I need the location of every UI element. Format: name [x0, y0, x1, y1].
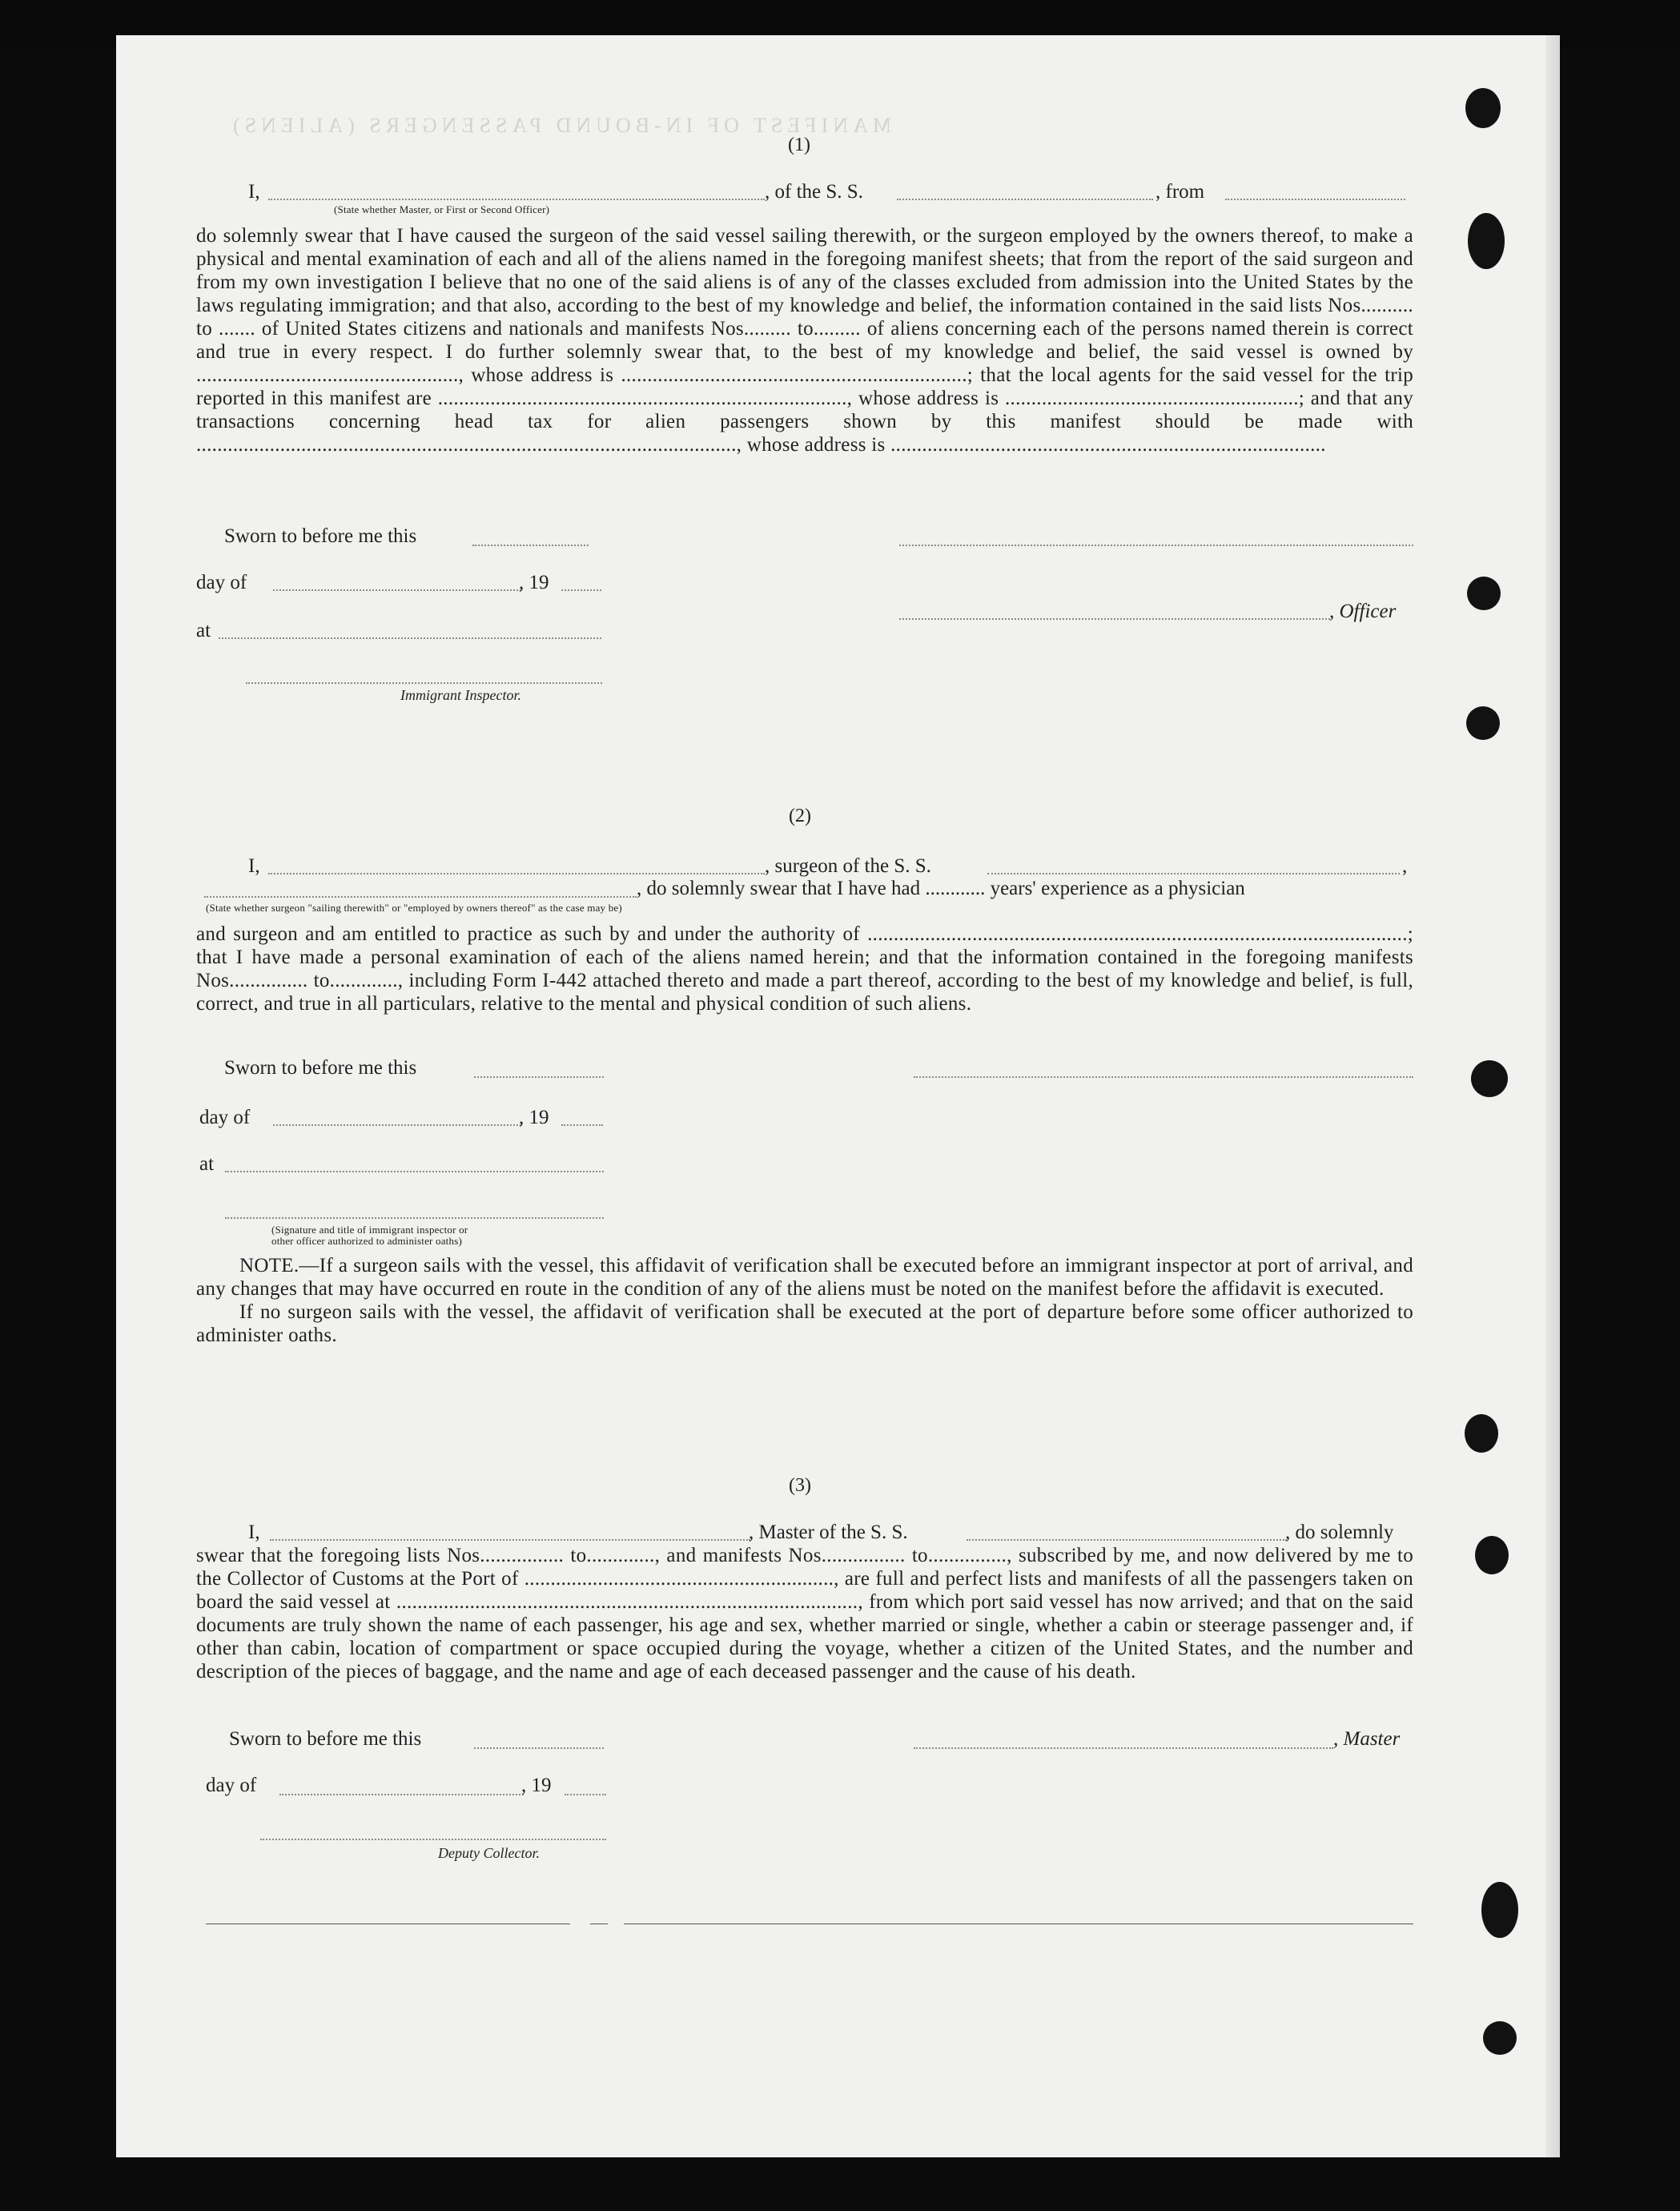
page-edge-shadow: [1545, 35, 1560, 2157]
s3-master-label: , Master: [1333, 1728, 1401, 1750]
s1-body-block: [196, 224, 1413, 456]
s2-note-block: [196, 1254, 1413, 1347]
s2-note-body: —If a surgeon sails with the vessel, this affidavit of verification shall be executed before an immigrant inspector at port of arrival, and any changes that may have occurred en route in the condition of any of the aliens must be noted on the manifest before the affidavit is executed.: [196, 1255, 1413, 1300]
s2-vessel-field[interactable]: [987, 873, 1400, 874]
punch-hole-icon: [1466, 706, 1500, 740]
s2-sig-note-2: other officer authorized to administer oaths): [271, 1235, 462, 1247]
s3-sworn: Sworn to before me this: [229, 1728, 422, 1750]
s2-day-field[interactable]: [273, 1124, 521, 1126]
s2-note-paragraph: [196, 1254, 1413, 1300]
s3-vessel-field[interactable]: [967, 1539, 1287, 1541]
s1-inspector-line[interactable]: [246, 682, 602, 684]
punch-hole-icon: [1465, 88, 1501, 128]
bleed-through-text: MANIFEST OF IN-BOUND PASSENGERS (ALIENS): [228, 114, 891, 137]
s1-inspector-label: Immigrant Inspector.: [400, 687, 521, 703]
s2-sworn: Sworn to before me this: [224, 1057, 417, 1079]
s2-day-of: day of: [199, 1107, 251, 1128]
punch-hole-icon: [1467, 577, 1501, 610]
s3-body-block: [196, 1544, 1413, 1683]
s3-day-field[interactable]: [279, 1794, 524, 1795]
section-1-number: (1): [788, 135, 810, 155]
s1-sworn-field[interactable]: [472, 545, 589, 546]
section-2-number: (2): [789, 806, 811, 826]
s2-surgeon-name-field[interactable]: [268, 873, 765, 874]
section-3-number: (3): [789, 1475, 811, 1496]
s1-line1-from: , from: [1156, 181, 1205, 203]
s1-from-field[interactable]: [1225, 199, 1405, 200]
s3-sworn-field[interactable]: [474, 1747, 604, 1749]
s2-sig-note-1: (Signature and title of immigrant inspector or: [271, 1224, 468, 1236]
punch-hole-icon: [1481, 1882, 1518, 1938]
s3-master-name-field[interactable]: [270, 1539, 750, 1541]
s2-line2: , do solemnly swear that I have had ............ years' experience as a physician: [637, 878, 1245, 899]
s1-year: , 19: [519, 572, 549, 593]
s1-officer-line[interactable]: [899, 618, 1330, 620]
punch-hole-icon: [1465, 1414, 1498, 1453]
s2-line1-start: I,: [248, 855, 260, 877]
s2-at: at: [199, 1153, 215, 1175]
s1-line1-vessel: , of the S. S.: [765, 181, 863, 203]
punch-hole-icon: [1475, 1536, 1509, 1574]
s1-officer-label: , Officer: [1329, 601, 1397, 622]
s1-sworn: Sworn to before me this: [224, 525, 417, 547]
s1-line1-start: I,: [248, 181, 260, 203]
s2-note-label: NOTE.: [239, 1255, 299, 1276]
s1-year-field[interactable]: [561, 589, 601, 591]
s1-day-of: day of: [196, 572, 247, 593]
s1-note: (State whether Master, or First or Second Officer): [334, 203, 550, 215]
s1-signature-line[interactable]: [899, 545, 1413, 546]
s3-collector-line[interactable]: [260, 1839, 606, 1840]
s1-vessel-field[interactable]: [897, 199, 1153, 200]
s2-sailing-field[interactable]: [204, 896, 637, 898]
s2-note-body-2: If no surgeon sails with the vessel, the affidavit of verification shall be executed at the port of departure before some officer authorized to administer oaths.: [196, 1301, 1413, 1346]
s2-body: and surgeon and am entitled to practice as such by and under the authority of .......................................................................................................; that I have made a personal examination of each of the aliens named herein; and that the information contained in the foregoing manifests Nos............... to............., including Form I-442 attached thereto and made a part thereof, according to the best of my knowledge and belief, is full, correct, and true in all particulars, relative to the mental and physical condition of such aliens.: [196, 923, 1413, 1015]
s3-body: swear that the foregoing lists Nos................ to............., and manifests Nos................ to..............., subscribed by me, and now delivered by me to the Collector of Customs at the Port of ..........................................................., are full and perfect lists and manifests of all the passengers taken on board the said vessel at ........................................................................................, from which port said vessel has now arrived; and that on the said documents are truly shown the name of each passenger, his age and sex, whether married or single, whether a cabin or steerage passenger and, if other than cabin, location of compartment or space occupied during the voyage, whether a citizen of the United States, and the number and description of the pieces of baggage, and the name and age of each deceased passenger and the cause of his death.: [196, 1545, 1413, 1682]
s1-body: do solemnly swear that I have caused the surgeon of the said vessel sailing therewith, or the surgeon employed by the owners thereof, to make a physical and mental examination of each and all of the aliens named in the foregoing manifest sheets; that from the report of the said surgeon and from my own investigation I believe that no one of the said aliens is of any of the classes excluded from admission into the United States by the laws regulating immigration; and that also, according to the best of my knowledge and belief, the information contained in the said lists Nos.......... to ....... of United States citizens and nationals and manifests Nos......... to......... of aliens concerning each of the persons named therein is correct and true in every respect. I do further solemnly swear that, to the best of my knowledge and belief, the said vessel is owned by .................................................., whose address is ..................................................................; that the local agents for the said vessel for the trip reported in this manifest are .............................................................................., whose address is ........................................................; and that any transactions concerning head tax for alien passengers shown by this manifest should be made with ......................................................................................................., whose address is ...................................................................................: [196, 225, 1413, 456]
s1-at: at: [196, 620, 211, 641]
s3-line1-master: , Master of the S. S.: [749, 1522, 908, 1543]
s3-day-of: day of: [206, 1775, 257, 1796]
manifest-page: [116, 35, 1560, 2157]
s1-officer-field[interactable]: [268, 199, 765, 200]
s2-year: , 19: [519, 1107, 549, 1128]
s2-year-field[interactable]: [561, 1124, 603, 1126]
s2-signature-inspector-line[interactable]: [225, 1217, 604, 1219]
s2-comma: ,: [1402, 855, 1408, 877]
s2-sworn-field[interactable]: [474, 1076, 604, 1078]
s3-line1-end: , do solemnly: [1285, 1522, 1394, 1543]
s3-year-field[interactable]: [565, 1794, 606, 1795]
s2-line1-surgeon: , surgeon of the S. S.: [765, 855, 931, 877]
punch-hole-icon: [1471, 1060, 1508, 1097]
s1-day-field[interactable]: [273, 589, 521, 591]
s2-signature-line[interactable]: [914, 1076, 1413, 1078]
punch-hole-icon: [1468, 213, 1505, 269]
s2-body-block: [196, 923, 1413, 1015]
punch-hole-icon: [1483, 2021, 1517, 2055]
s2-note: (State whether surgeon "sailing therewith" or "employed by owners thereof" as the case may be): [206, 902, 622, 914]
s3-signature-line[interactable]: [914, 1747, 1333, 1749]
s3-year: , 19: [521, 1775, 552, 1796]
s3-collector-label: Deputy Collector.: [438, 1845, 540, 1861]
s1-at-field[interactable]: [219, 637, 601, 639]
s2-at-field[interactable]: [225, 1171, 604, 1172]
s3-line1-start: I,: [248, 1522, 260, 1543]
